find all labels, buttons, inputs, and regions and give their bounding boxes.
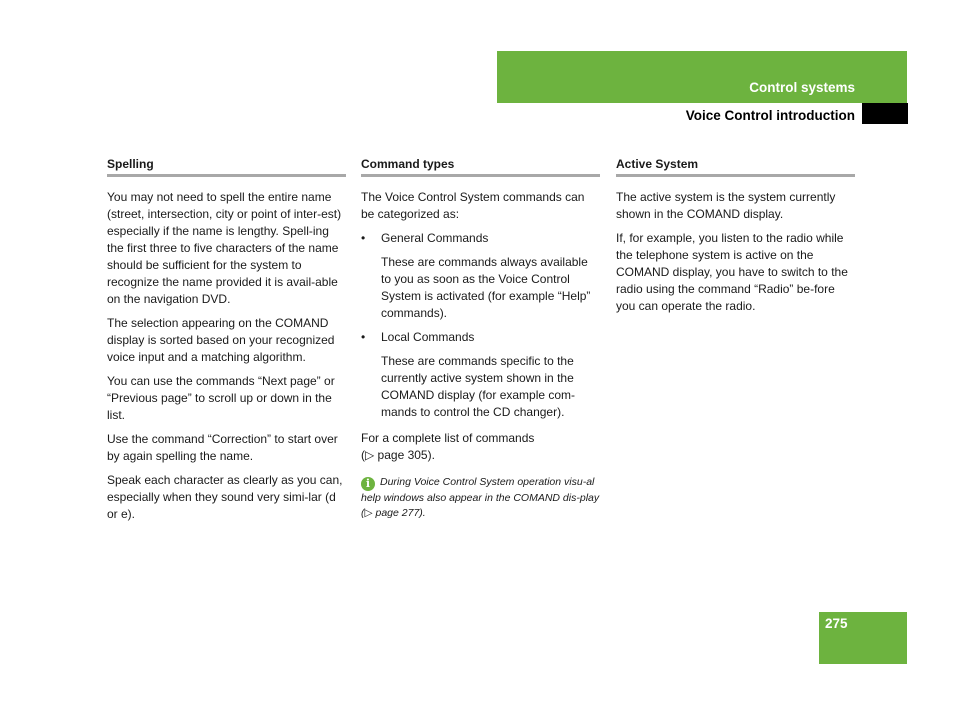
spelling-paragraph: The selection appearing on the COMAND display is sorted based on your recognized voice input and a matching algorithm. (107, 316, 335, 364)
bullet-icon: • (361, 231, 366, 245)
section-title: Control systems (749, 80, 855, 95)
spelling-paragraph: Speak each character as clearly as you can, especially when they sound very simi-lar (d or e). (107, 473, 343, 521)
subsection-title: Voice Control introduction (685, 108, 855, 123)
chapter-tab-marker (862, 103, 908, 124)
info-note (361, 475, 600, 521)
active-system-heading: Active System (616, 156, 855, 177)
page-number-box (819, 612, 907, 664)
spelling-paragraph: You may not need to spell the entire name (street, intersection, city or point of inter-est) especially if the name is lengthy. Spell-ing the first three to five characters of the name should be sufficient for the system to recognize the name provided it is avail-able on the navigation DVD. (107, 190, 342, 306)
info-icon: i (361, 477, 375, 491)
spelling-heading: Spelling (107, 156, 346, 177)
spelling-paragraph: Use the command “Correction” to start over by again spelling the name. (107, 432, 338, 463)
list-item (361, 329, 600, 346)
list-item-label: General Commands (381, 231, 489, 245)
page-reference (361, 430, 600, 464)
list-item-description: These are commands specific to the currently active system shown in the COMAND display (for example com-mands to control the CD changer). (381, 354, 576, 419)
page-number: 275 (825, 616, 848, 631)
page-reference-line1: For a complete list of commands (361, 431, 535, 445)
list-item (361, 230, 600, 247)
active-system-paragraph: If, for example, you listen to the radio while the telephone system is active on the COMAND display, you have to switch to the radio using the command “Radio” be-fore you can operate the radio. (616, 231, 848, 313)
bullet-icon: • (361, 330, 366, 344)
spelling-column (107, 156, 346, 530)
spelling-paragraph: You can use the commands “Next page” or “Previous page” to scroll up or down in the list. (107, 374, 335, 422)
command-types-column (361, 156, 600, 521)
command-types-intro: The Voice Control System commands can be categorized as: (361, 190, 585, 221)
list-item-description: These are commands always available to you as soon as the Voice Control System is activated (for example “Help” commands). (381, 255, 591, 320)
info-note-text: During Voice Control System operation visu-al help windows also appear in the COMAND dis-play (▷ page 277). (361, 476, 600, 519)
list-item-label: Local Commands (381, 330, 475, 344)
page-reference-link[interactable]: (▷ page 305). (361, 448, 435, 462)
active-system-paragraph: The active system is the system currently shown in the COMAND display. (616, 190, 836, 221)
header-green-bar (497, 51, 907, 103)
command-types-heading: Command types (361, 156, 600, 177)
active-system-column (616, 156, 855, 322)
